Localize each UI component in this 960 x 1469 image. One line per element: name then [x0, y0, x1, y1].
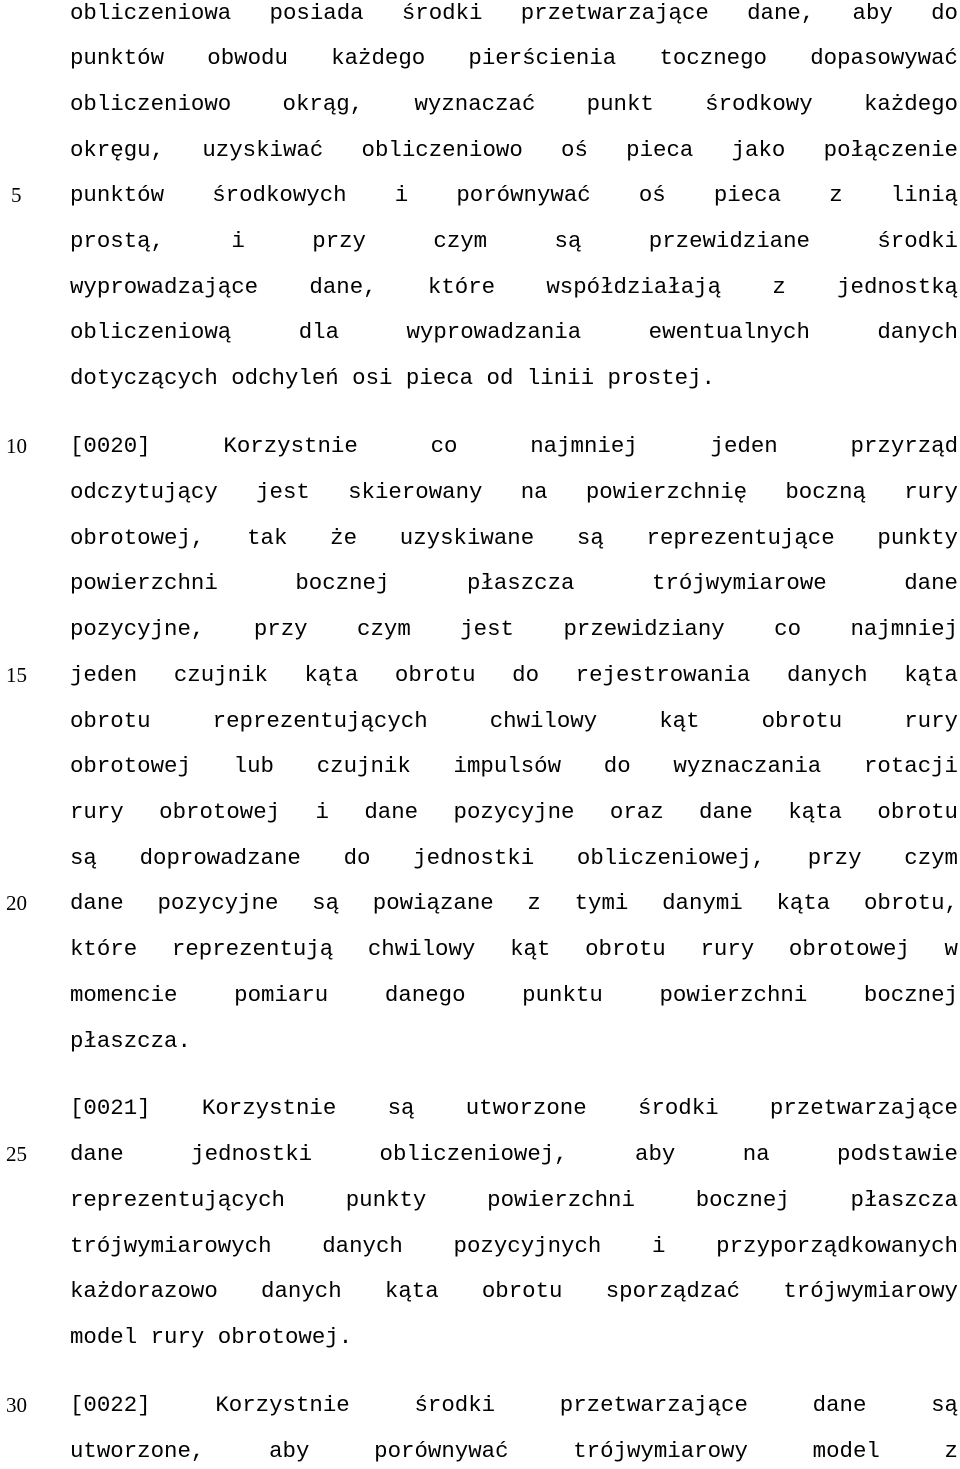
text-line: które reprezentują chwilowy kąt obrotu rury obrotowej w: [70, 936, 958, 962]
text-line: odczytujący jest skierowany na powierzchnię boczną rury: [70, 479, 958, 505]
text-line: reprezentujących punkty powierzchni bocznej płaszcza: [70, 1187, 958, 1213]
text-line: punktów środkowych i porównywać oś pieca z linią: [70, 182, 958, 208]
text-line: dane pozycyjne są powiązane z tymi danymi kąta obrotu,: [70, 890, 958, 916]
text-line: okręgu, uzyskiwać obliczeniowo oś pieca jako połączenie: [70, 137, 958, 163]
text-line: trójwymiarowych danych pozycyjnych i przyporządkowanych: [70, 1233, 958, 1259]
text-line: utworzone, aby porównywać trójwymiarowy model z: [70, 1438, 958, 1464]
text-line: powierzchni bocznej płaszcza trójwymiarowe dane: [70, 570, 958, 596]
text-line: prostą, i przy czym są przewidziane środki: [70, 228, 958, 254]
text-line: punktów obwodu każdego pierścienia tocznego dopasowywać: [70, 45, 958, 71]
text-line: obliczeniową dla wyprowadzania ewentualnych danych: [70, 319, 958, 345]
text-line: obrotowej lub czujnik impulsów do wyznaczania rotacji: [70, 753, 958, 779]
text-line: obrotowej, tak że uzyskiwane są reprezentujące punkty: [70, 525, 958, 551]
line-number-20: 20: [6, 891, 27, 915]
paragraph-number: [0022]: [70, 1392, 151, 1418]
text-line: każdorazowo danych kąta obrotu sporządzać trójwymiarowy: [70, 1278, 958, 1304]
line-number-30: 30: [6, 1393, 27, 1417]
text-line: [70, 1090, 958, 1126]
text-line: obrotu reprezentujących chwilowy kąt obrotu rury: [70, 708, 958, 734]
text-line: są doprowadzane do jednostki obliczeniowej, przy czym: [70, 845, 958, 871]
text-line: [70, 1387, 958, 1423]
text-line: momencie pomiaru danego punktu powierzchni bocznej: [70, 982, 958, 1008]
text-line: [70, 428, 958, 464]
line-number-5: 5: [11, 183, 22, 207]
text-line-content: Korzystnie co najmniej jeden przyrząd: [223, 433, 958, 459]
paragraph-number: [0021]: [70, 1095, 151, 1121]
paragraph-number: [0020]: [70, 433, 151, 459]
text-line: obliczeniowo okrąg, wyznaczać punkt środkowy każdego: [70, 91, 958, 117]
text-line: model rury obrotowej.: [70, 1324, 353, 1350]
text-line: pozycyjne, przy czym jest przewidziany co najmniej: [70, 616, 958, 642]
line-number-10: 10: [6, 434, 27, 458]
line-number-15: 15: [6, 663, 27, 687]
line-number-25: 25: [6, 1142, 27, 1166]
text-line: wyprowadzające dane, które współdziałają z jednostką: [70, 274, 958, 300]
text-line: obliczeniowa posiada środki przetwarzające dane, aby do: [70, 0, 958, 26]
text-line: płaszcza.: [70, 1028, 191, 1054]
text-line-content: Korzystnie są utworzone środki przetwarzające: [201, 1095, 958, 1121]
text-line: dane jednostki obliczeniowej, aby na podstawie: [70, 1141, 958, 1167]
text-line: rury obrotowej i dane pozycyjne oraz dane kąta obrotu: [70, 799, 958, 825]
text-line: jeden czujnik kąta obrotu do rejestrowania danych kąta: [70, 662, 958, 688]
text-line: dotyczących odchyleń osi pieca od linii prostej.: [70, 365, 715, 391]
text-line-content: Korzystnie środki przetwarzające dane są: [215, 1392, 958, 1418]
